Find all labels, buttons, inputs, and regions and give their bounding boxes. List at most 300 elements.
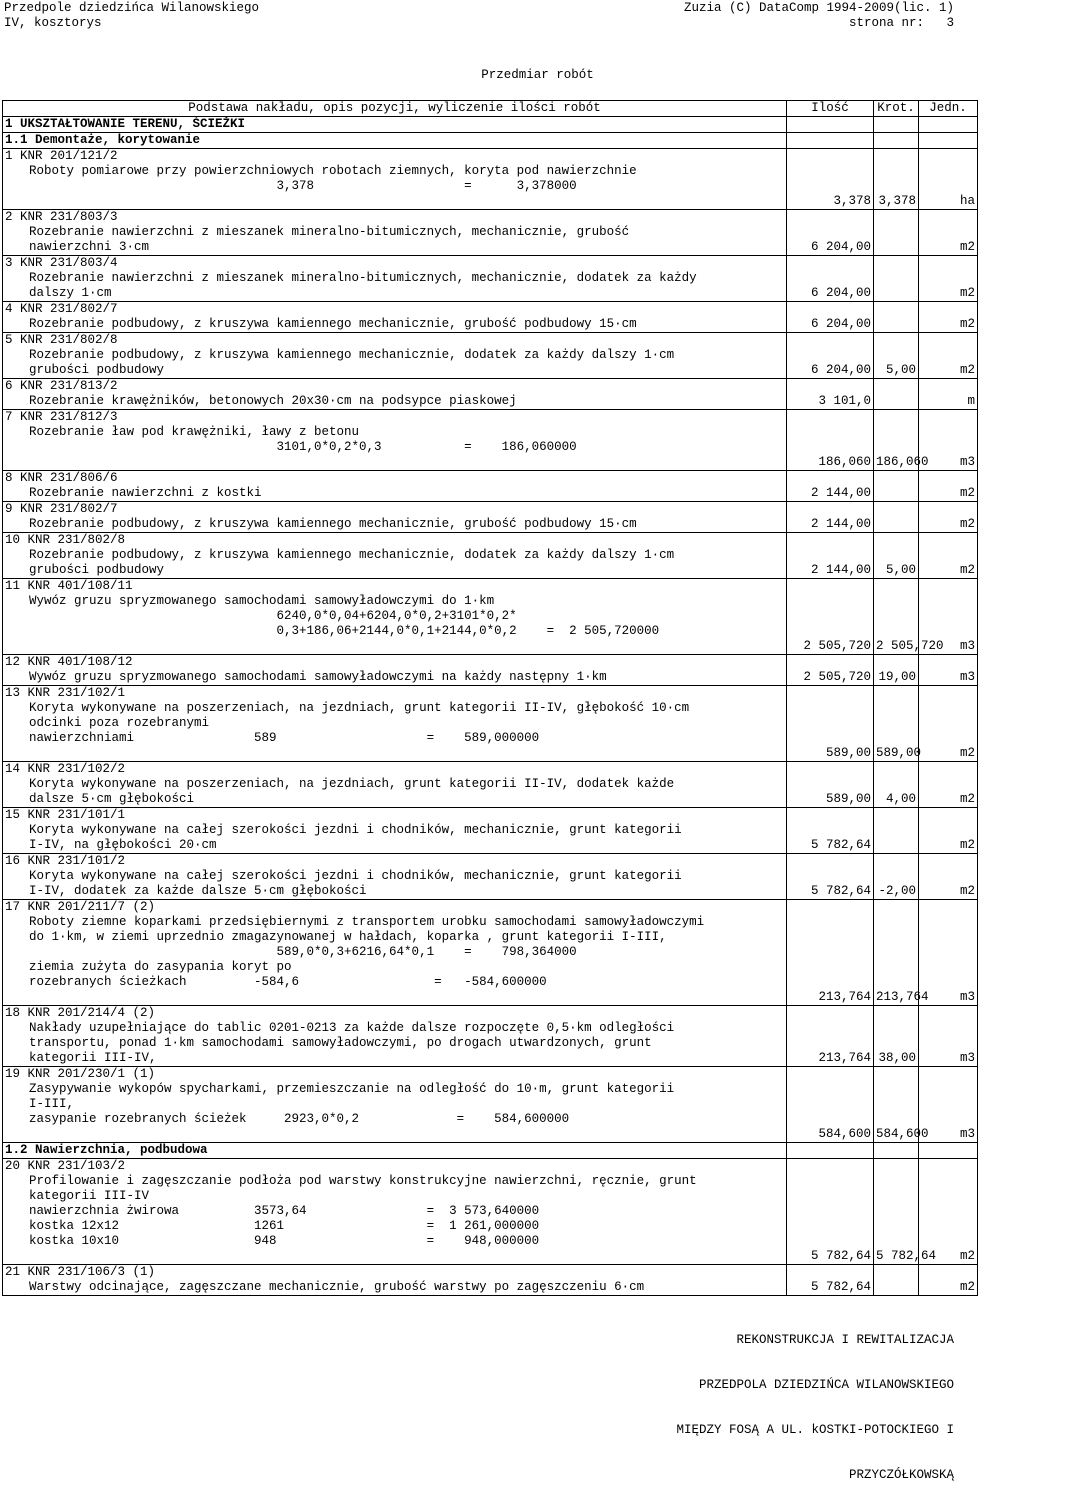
- row-multiplier: [874, 333, 919, 349]
- footer-line: REKONSTRUKCJA I REWITALIZACJA: [736, 1333, 954, 1347]
- row-unit: m2: [919, 792, 978, 808]
- row-unit: [919, 1189, 978, 1204]
- row-description: Koryta wykonywane na poszerzeniach, na jezdniach, grunt kategorii II-IV, dodatek każde: [3, 777, 787, 792]
- row-quantity: [787, 410, 874, 426]
- table-row: [3, 1082, 978, 1097]
- table-row: [3, 563, 978, 579]
- row-quantity: [787, 960, 874, 975]
- row-multiplier: [874, 1280, 919, 1296]
- row-description: [3, 1249, 787, 1265]
- row-unit: [919, 869, 978, 884]
- row-description: zasypanie rozebranych ścieżek 2923,0*0,2 = 584,600000: [3, 1112, 787, 1127]
- row-description: Roboty ziemne koparkami przedsiębiernymi z transportem urobku samochodami samowyładowczymi: [3, 915, 787, 930]
- header-project-name: Przedpole dziedzińca Wilanowskiego: [4, 1, 260, 15]
- row-unit: [919, 1021, 978, 1036]
- row-multiplier: 19,00: [874, 670, 919, 686]
- table-row: [3, 486, 978, 502]
- row-description: kostka 10x10 948 = 948,000000: [3, 1234, 787, 1249]
- row-unit: m2: [919, 286, 978, 302]
- table-header-row: [3, 101, 978, 117]
- position-row: [3, 256, 978, 272]
- row-unit: [919, 533, 978, 549]
- subtotal-row: [3, 639, 978, 655]
- row-description: Warstwy odcinające, zagęszczane mechanicznie, grubość warstwy po zagęszczeniu 6·cm: [3, 1280, 787, 1296]
- row-unit: m2: [919, 1249, 978, 1265]
- row-multiplier: [874, 900, 919, 916]
- row-quantity: 2 144,00: [787, 563, 874, 579]
- row-multiplier: 584,600: [874, 1127, 919, 1143]
- row-quantity: 2 144,00: [787, 517, 874, 533]
- row-multiplier: [874, 1082, 919, 1097]
- row-unit: [919, 930, 978, 945]
- table-row: [3, 1280, 978, 1296]
- table-row: [3, 1234, 978, 1249]
- row-quantity: [787, 1234, 874, 1249]
- table-row: [3, 1219, 978, 1234]
- row-multiplier: [874, 854, 919, 870]
- row-quantity: [787, 533, 874, 549]
- row-quantity: [787, 701, 874, 716]
- row-description: 3 KNR 231/803/4: [3, 256, 787, 272]
- row-multiplier: [874, 486, 919, 502]
- row-unit: m2: [919, 563, 978, 579]
- row-description: 1 UKSZTAŁTOWANIE TERENU, ŚCIEŻKI: [3, 117, 787, 133]
- row-multiplier: [874, 179, 919, 194]
- table-row: [3, 1204, 978, 1219]
- row-description: 1.1 Demontaże, korytowanie: [3, 133, 787, 149]
- row-description: 16 KNR 231/101/2: [3, 854, 787, 870]
- row-unit: [919, 731, 978, 746]
- row-quantity: [787, 1219, 874, 1234]
- row-description: Rozebranie podbudowy, z kruszywa kamiennego mechanicznie, dodatek za każdy dalszy 1·cm: [3, 348, 787, 363]
- row-quantity: [787, 930, 874, 945]
- row-multiplier: 3,378: [874, 194, 919, 210]
- row-multiplier: [874, 609, 919, 624]
- row-multiplier: [874, 348, 919, 363]
- row-unit: [919, 348, 978, 363]
- row-quantity: 6 204,00: [787, 363, 874, 379]
- position-row: [3, 900, 978, 916]
- row-multiplier: [874, 1204, 919, 1219]
- row-multiplier: [874, 1067, 919, 1083]
- footer-project: [676, 1303, 954, 1498]
- row-unit: m2: [919, 1280, 978, 1296]
- table-row: [3, 1051, 978, 1067]
- row-unit: m2: [919, 240, 978, 256]
- row-description: 6240,0*0,04+6204,0*0,2+3101*0,2*: [3, 609, 787, 624]
- row-unit: m3: [919, 639, 978, 655]
- row-unit: [919, 1204, 978, 1219]
- table-row: [3, 884, 978, 900]
- row-description: 1 KNR 201/121/2: [3, 149, 787, 165]
- row-unit: [919, 502, 978, 518]
- row-unit: [919, 1082, 978, 1097]
- row-multiplier: [874, 777, 919, 792]
- table-row: [3, 624, 978, 639]
- row-multiplier: 589,00: [874, 746, 919, 762]
- row-multiplier: [874, 945, 919, 960]
- row-quantity: [787, 686, 874, 702]
- row-unit: [919, 701, 978, 716]
- row-quantity: [787, 1112, 874, 1127]
- row-quantity: [787, 179, 874, 194]
- table-row: [3, 1097, 978, 1112]
- row-quantity: [787, 1021, 874, 1036]
- row-unit: [919, 1006, 978, 1022]
- table-row: [3, 777, 978, 792]
- row-multiplier: [874, 915, 919, 930]
- row-description: kategorii III-IV,: [3, 1051, 787, 1067]
- row-quantity: [787, 762, 874, 778]
- table-row: [3, 930, 978, 945]
- table-row: [3, 1112, 978, 1127]
- row-quantity: [787, 945, 874, 960]
- table-row: [3, 838, 978, 854]
- row-unit: [919, 149, 978, 165]
- row-unit: [919, 900, 978, 916]
- table-row: [3, 271, 978, 286]
- row-unit: [919, 164, 978, 179]
- row-quantity: 213,764: [787, 990, 874, 1006]
- position-row: [3, 854, 978, 870]
- row-description: Rozebranie nawierzchni z mieszanek mineralno-bitumicznych, mechanicznie, grubość: [3, 225, 787, 240]
- row-multiplier: [874, 975, 919, 990]
- position-row: [3, 502, 978, 518]
- row-quantity: [787, 425, 874, 440]
- row-description: odcinki poza rozebranymi: [3, 716, 787, 731]
- row-multiplier: [874, 394, 919, 410]
- table-row: [3, 363, 978, 379]
- row-unit: m2: [919, 884, 978, 900]
- row-unit: [919, 210, 978, 226]
- row-quantity: [787, 915, 874, 930]
- row-multiplier: [874, 686, 919, 702]
- row-quantity: [787, 271, 874, 286]
- row-quantity: [787, 1036, 874, 1051]
- row-multiplier: [874, 624, 919, 639]
- row-description: nawierzchnia żwirowa 3573,64 = 3 573,640000: [3, 1204, 787, 1219]
- row-description: 0,3+186,06+2144,0*0,1+2144,0*0,2 = 2 505,720000: [3, 624, 787, 639]
- row-multiplier: [874, 731, 919, 746]
- row-multiplier: [874, 869, 919, 884]
- row-multiplier: [874, 471, 919, 487]
- row-quantity: [787, 1189, 874, 1204]
- row-unit: m2: [919, 317, 978, 333]
- footer-line: PRZYCZÓŁKOWSKĄ: [848, 1468, 954, 1482]
- row-multiplier: [874, 317, 919, 333]
- row-multiplier: [874, 1036, 919, 1051]
- row-description: Rozebranie nawierzchni z kostki: [3, 486, 787, 502]
- table-row: [3, 179, 978, 194]
- row-multiplier: [874, 133, 919, 149]
- table-row: [3, 548, 978, 563]
- row-multiplier: [874, 1189, 919, 1204]
- row-multiplier: [874, 838, 919, 854]
- row-description: Koryta wykonywane na całej szerokości jezdni i chodników, mechanicznie, grunt kategorii: [3, 823, 787, 838]
- row-description: 17 KNR 201/211/7 (2): [3, 900, 787, 916]
- row-multiplier: 5 782,64: [874, 1249, 919, 1265]
- row-description: I-III,: [3, 1097, 787, 1112]
- row-description: 8 KNR 231/806/6: [3, 471, 787, 487]
- row-multiplier: [874, 701, 919, 716]
- row-unit: ha: [919, 194, 978, 210]
- row-description: Wywóz gruzu spryzmowanego samochodami samowyładowczymi do 1·km: [3, 594, 787, 609]
- row-unit: [919, 440, 978, 455]
- row-quantity: 3,378: [787, 194, 874, 210]
- row-unit: [919, 379, 978, 395]
- row-multiplier: [874, 960, 919, 975]
- position-row: [3, 579, 978, 595]
- table-row: [3, 731, 978, 746]
- row-description: Rozebranie podbudowy, z kruszywa kamiennego mechanicznie, dodatek za każdy dalszy 1·cm: [3, 548, 787, 563]
- table-row: [3, 869, 978, 884]
- row-unit: [919, 1112, 978, 1127]
- row-description: Zasypywanie wykopów spycharkami, przemieszczanie na odległość do 10·m, grunt kategorii: [3, 1082, 787, 1097]
- row-description: transportu, ponad 1·km samochodami samowyładowczymi, po drogach utwardzonych, grunt: [3, 1036, 787, 1051]
- row-multiplier: [874, 1265, 919, 1281]
- table-row: [3, 348, 978, 363]
- row-unit: m2: [919, 746, 978, 762]
- row-quantity: 5 782,64: [787, 884, 874, 900]
- row-description: Rozebranie podbudowy, z kruszywa kamiennego mechanicznie, grubość podbudowy 15·cm: [3, 317, 787, 333]
- row-multiplier: [874, 655, 919, 671]
- position-row: [3, 410, 978, 426]
- row-unit: [919, 1219, 978, 1234]
- row-quantity: 589,00: [787, 746, 874, 762]
- row-multiplier: 38,00: [874, 1051, 919, 1067]
- row-description: 21 KNR 231/106/3 (1): [3, 1265, 787, 1281]
- row-multiplier: 4,00: [874, 792, 919, 808]
- row-unit: [919, 471, 978, 487]
- row-description: [3, 639, 787, 655]
- row-multiplier: 5,00: [874, 363, 919, 379]
- row-quantity: [787, 1006, 874, 1022]
- position-row: [3, 471, 978, 487]
- table-row: [3, 1021, 978, 1036]
- row-unit: m3: [919, 455, 978, 471]
- row-quantity: [787, 579, 874, 595]
- position-row: [3, 149, 978, 165]
- row-quantity: 5 782,64: [787, 1249, 874, 1265]
- row-description: 18 KNR 201/214/4 (2): [3, 1006, 787, 1022]
- table-row: [3, 945, 978, 960]
- table-row: [3, 1036, 978, 1051]
- row-quantity: [787, 716, 874, 731]
- row-unit: [919, 960, 978, 975]
- row-multiplier: [874, 1143, 919, 1159]
- row-unit: m3: [919, 1051, 978, 1067]
- row-description: Koryta wykonywane na całej szerokości jezdni i chodników, mechanicznie, grunt kategorii: [3, 869, 787, 884]
- position-row: [3, 533, 978, 549]
- row-unit: [919, 133, 978, 149]
- row-description: nawierzchni 3·cm: [3, 240, 787, 256]
- row-quantity: [787, 164, 874, 179]
- row-quantity: [787, 548, 874, 563]
- row-quantity: [787, 1097, 874, 1112]
- row-quantity: [787, 117, 874, 133]
- row-quantity: [787, 1265, 874, 1281]
- row-unit: [919, 271, 978, 286]
- position-row: [3, 1159, 978, 1175]
- table-row: [3, 594, 978, 609]
- table-row: [3, 317, 978, 333]
- table-row: [3, 915, 978, 930]
- row-quantity: 213,764: [787, 1051, 874, 1067]
- section-row: [3, 133, 978, 149]
- row-unit: [919, 302, 978, 318]
- row-multiplier: [874, 1234, 919, 1249]
- row-quantity: [787, 777, 874, 792]
- position-row: [3, 302, 978, 318]
- row-multiplier: [874, 716, 919, 731]
- row-multiplier: [874, 533, 919, 549]
- row-unit: [919, 777, 978, 792]
- row-description: 20 KNR 231/103/2: [3, 1159, 787, 1175]
- subtotal-row: [3, 455, 978, 471]
- row-unit: [919, 716, 978, 731]
- row-quantity: [787, 471, 874, 487]
- row-quantity: [787, 823, 874, 838]
- col-header-multiplier: Krot.: [874, 101, 919, 117]
- row-unit: [919, 823, 978, 838]
- footer-line: PRZEDPOLA DZIEDZIŃCA WILANOWSKIEGO: [698, 1378, 954, 1392]
- row-multiplier: [874, 240, 919, 256]
- row-multiplier: [874, 930, 919, 945]
- row-description: Koryta wykonywane na poszerzeniach, na jezdniach, grunt kategorii II-IV, głębokość 10·cm: [3, 701, 787, 716]
- row-description: 3,378 = 3,378000: [3, 179, 787, 194]
- row-description: 1.2 Nawierzchnia, podbudowa: [3, 1143, 787, 1159]
- table-row: [3, 609, 978, 624]
- col-header-description: Podstawa nakładu, opis pozycji, wyliczenie ilości robót: [3, 101, 787, 117]
- row-multiplier: [874, 440, 919, 455]
- row-description: 4 KNR 231/802/7: [3, 302, 787, 318]
- row-quantity: 584,600: [787, 1127, 874, 1143]
- row-quantity: 5 782,64: [787, 838, 874, 854]
- row-multiplier: [874, 117, 919, 133]
- row-description: rozebranych ścieżkach -584,6 = -584,600000: [3, 975, 787, 990]
- position-row: [3, 655, 978, 671]
- row-quantity: 3 101,0: [787, 394, 874, 410]
- row-multiplier: 213,764: [874, 990, 919, 1006]
- row-description: grubości podbudowy: [3, 563, 787, 579]
- row-multiplier: 2 505,720: [874, 639, 919, 655]
- row-quantity: [787, 225, 874, 240]
- row-description: [3, 1127, 787, 1143]
- row-quantity: 6 204,00: [787, 317, 874, 333]
- row-unit: [919, 579, 978, 595]
- row-quantity: [787, 731, 874, 746]
- row-quantity: [787, 869, 874, 884]
- row-unit: [919, 945, 978, 960]
- position-row: [3, 333, 978, 349]
- row-unit: [919, 1174, 978, 1189]
- row-unit: [919, 854, 978, 870]
- row-description: 13 KNR 231/102/1: [3, 686, 787, 702]
- row-quantity: 6 204,00: [787, 286, 874, 302]
- position-row: [3, 1006, 978, 1022]
- row-quantity: 2 505,720: [787, 639, 874, 655]
- row-quantity: [787, 149, 874, 165]
- row-quantity: [787, 440, 874, 455]
- row-unit: [919, 655, 978, 671]
- row-multiplier: [874, 271, 919, 286]
- subtotal-row: [3, 194, 978, 210]
- row-quantity: [787, 348, 874, 363]
- row-quantity: [787, 333, 874, 349]
- row-quantity: [787, 609, 874, 624]
- row-unit: [919, 808, 978, 824]
- col-header-unit: Jedn.: [919, 101, 978, 117]
- row-quantity: [787, 1082, 874, 1097]
- row-description: Rozebranie ław pod krawężniki, ławy z betonu: [3, 425, 787, 440]
- table-row: [3, 701, 978, 716]
- page-title: Przedmiar robót: [481, 68, 594, 82]
- footer-line: MIĘDZY FOSĄ A UL. kOSTKI-POTOCKIEGO I: [676, 1423, 954, 1437]
- table-row: [3, 975, 978, 990]
- table-row: [3, 240, 978, 256]
- row-description: 14 KNR 231/102/2: [3, 762, 787, 778]
- header-page-number: strona nr: 3: [848, 16, 954, 30]
- row-unit: [919, 1143, 978, 1159]
- row-description: grubości podbudowy: [3, 363, 787, 379]
- row-quantity: [787, 1159, 874, 1175]
- table-row: [3, 394, 978, 410]
- row-multiplier: [874, 579, 919, 595]
- row-description: 11 KNR 401/108/11: [3, 579, 787, 595]
- row-multiplier: [874, 1112, 919, 1127]
- row-description: 589,0*0,3+6216,64*0,1 = 798,364000: [3, 945, 787, 960]
- row-unit: [919, 410, 978, 426]
- row-multiplier: [874, 594, 919, 609]
- row-description: I-IV, na głębokości 20·cm: [3, 838, 787, 854]
- row-multiplier: [874, 1021, 919, 1036]
- row-description: 12 KNR 401/108/12: [3, 655, 787, 671]
- row-unit: [919, 915, 978, 930]
- row-unit: m2: [919, 517, 978, 533]
- row-quantity: [787, 900, 874, 916]
- position-row: [3, 762, 978, 778]
- subtotal-row: [3, 746, 978, 762]
- row-unit: [919, 594, 978, 609]
- row-description: 15 KNR 231/101/1: [3, 808, 787, 824]
- row-description: kategorii III-IV: [3, 1189, 787, 1204]
- row-multiplier: [874, 379, 919, 395]
- row-description: Profilowanie i zagęszczanie podłoża pod warstwy konstrukcyjne nawierzchni, ręcznie, grunt: [3, 1174, 787, 1189]
- table-row: [3, 164, 978, 179]
- table-row: [3, 792, 978, 808]
- row-description: 19 KNR 201/230/1 (1): [3, 1067, 787, 1083]
- row-unit: [919, 1036, 978, 1051]
- row-unit: [919, 179, 978, 194]
- row-description: do 1·km, w ziemi uprzednio zmagazynowanej w hałdach, koparka , grunt kategorii I-III,: [3, 930, 787, 945]
- row-description: Roboty pomiarowe przy powierzchniowych robotach ziemnych, koryta pod nawierzchnie: [3, 164, 787, 179]
- row-multiplier: [874, 1159, 919, 1175]
- row-multiplier: [874, 762, 919, 778]
- row-multiplier: [874, 502, 919, 518]
- estimate-table-body: [3, 101, 978, 1296]
- row-multiplier: [874, 1006, 919, 1022]
- row-description: Rozebranie nawierzchni z mieszanek mineralno-bitumicznych, mechanicznie, dodatek za każdy: [3, 271, 787, 286]
- position-row: [3, 1265, 978, 1281]
- position-row: [3, 1067, 978, 1083]
- row-description: dalszy 1·cm: [3, 286, 787, 302]
- row-unit: [919, 1159, 978, 1175]
- row-description: 5 KNR 231/802/8: [3, 333, 787, 349]
- row-quantity: [787, 133, 874, 149]
- table-row: [3, 823, 978, 838]
- row-unit: m3: [919, 670, 978, 686]
- row-description: Rozebranie krawężników, betonowych 20x30·cm na podsypce piaskowej: [3, 394, 787, 410]
